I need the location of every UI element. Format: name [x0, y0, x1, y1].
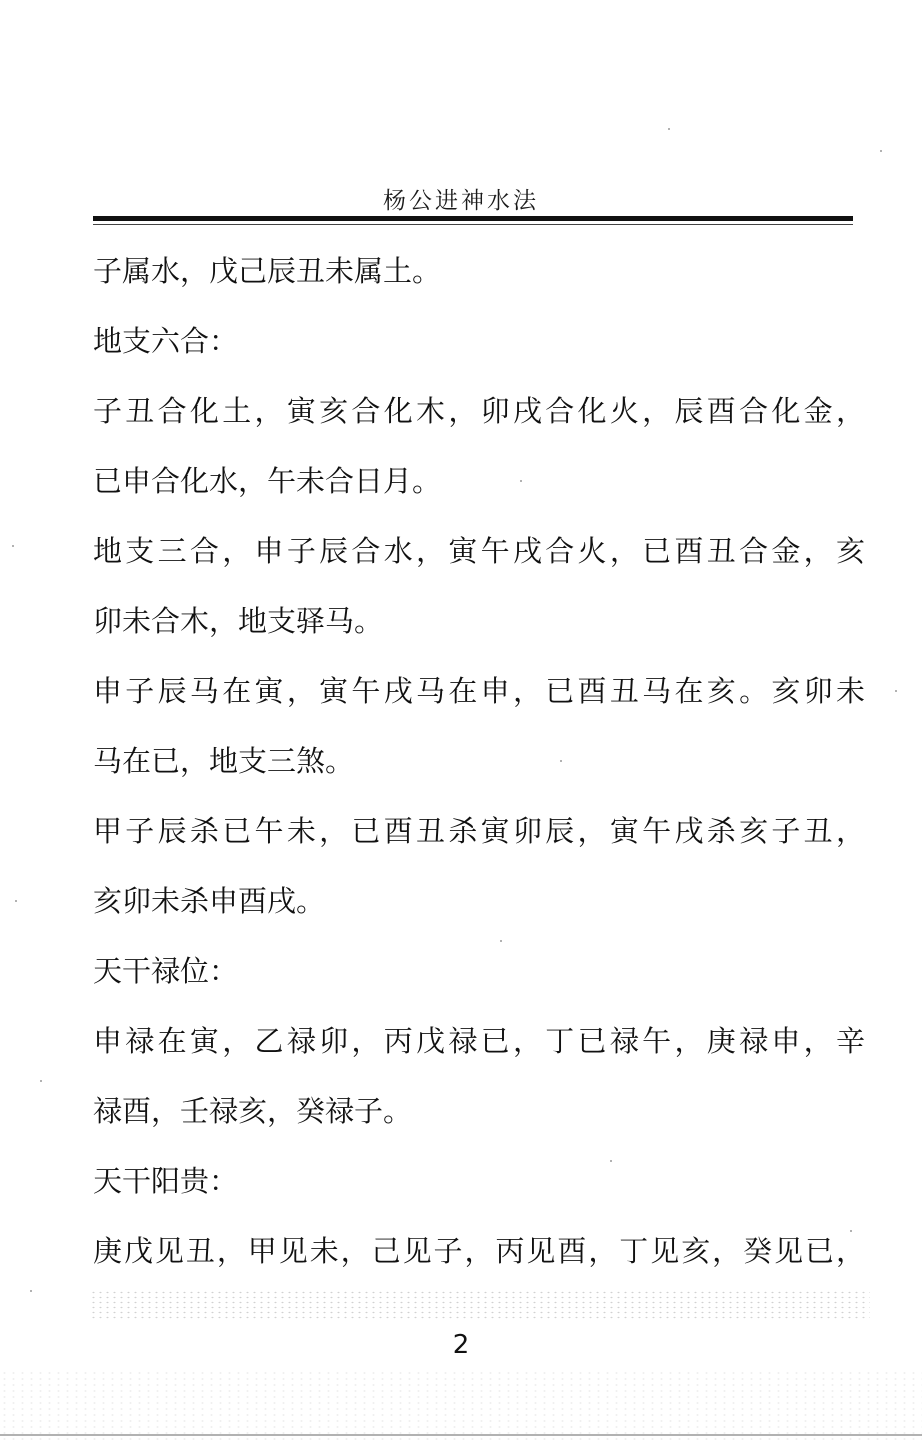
scan-speck	[12, 545, 14, 547]
text-line: 亥卯未杀申酉戌。	[93, 884, 326, 918]
text-line: 卯未合木，地支驿马。	[93, 604, 384, 638]
scan-speck	[40, 1080, 42, 1082]
scan-noise-band	[90, 1290, 870, 1320]
section-heading: 天干阳贵：	[93, 1164, 239, 1198]
page-number: 2	[452, 1330, 470, 1360]
scan-speck	[560, 760, 562, 762]
text-line: 禄酉，壬禄亥，癸禄子。	[93, 1094, 413, 1128]
scan-speck	[895, 690, 897, 692]
text-line: 甲子辰杀已午未，已酉丑杀寅卯辰，寅午戌杀亥子丑，	[93, 814, 865, 848]
scan-speck	[668, 128, 670, 130]
text-line: 子丑合化土，寅亥合化木，卯戌合化火，辰酉合化金，	[93, 394, 865, 428]
body-text	[93, 236, 865, 1286]
scan-speck	[850, 1230, 852, 1232]
header-rule-thick	[93, 216, 853, 221]
scan-speck	[880, 150, 882, 152]
text-line: 申子辰马在寅，寅午戌马在申，已酉丑马在亥。亥卯未	[93, 674, 865, 708]
text-line: 子属水，戊己辰丑未属土。	[93, 254, 442, 288]
scan-noise-bottom	[0, 1370, 922, 1440]
scan-speck	[15, 900, 17, 902]
page-bottom-edge	[0, 1434, 922, 1436]
section-heading: 天干禄位：	[93, 954, 239, 988]
text-line: 申禄在寅，乙禄卯，丙戊禄已，丁已禄午，庚禄申，辛	[93, 1024, 865, 1058]
section-heading: 地支六合：	[93, 324, 239, 358]
text-line: 已申合化水，午未合日月。	[93, 464, 442, 498]
scan-speck	[500, 940, 502, 942]
text-line: 地支三合，申子辰合水，寅午戌合火，已酉丑合金，亥	[93, 534, 865, 568]
text-line: 马在已，地支三煞。	[93, 744, 355, 778]
text-line: 庚戊见丑，甲见未，己见子，丙见酉，丁见亥，癸见已，	[93, 1234, 865, 1268]
scan-speck	[610, 1160, 612, 1162]
header-rule-thin	[93, 224, 853, 225]
running-header-title: 杨公进神水法	[383, 188, 539, 214]
scan-speck	[30, 1290, 32, 1292]
scan-speck	[520, 480, 522, 482]
